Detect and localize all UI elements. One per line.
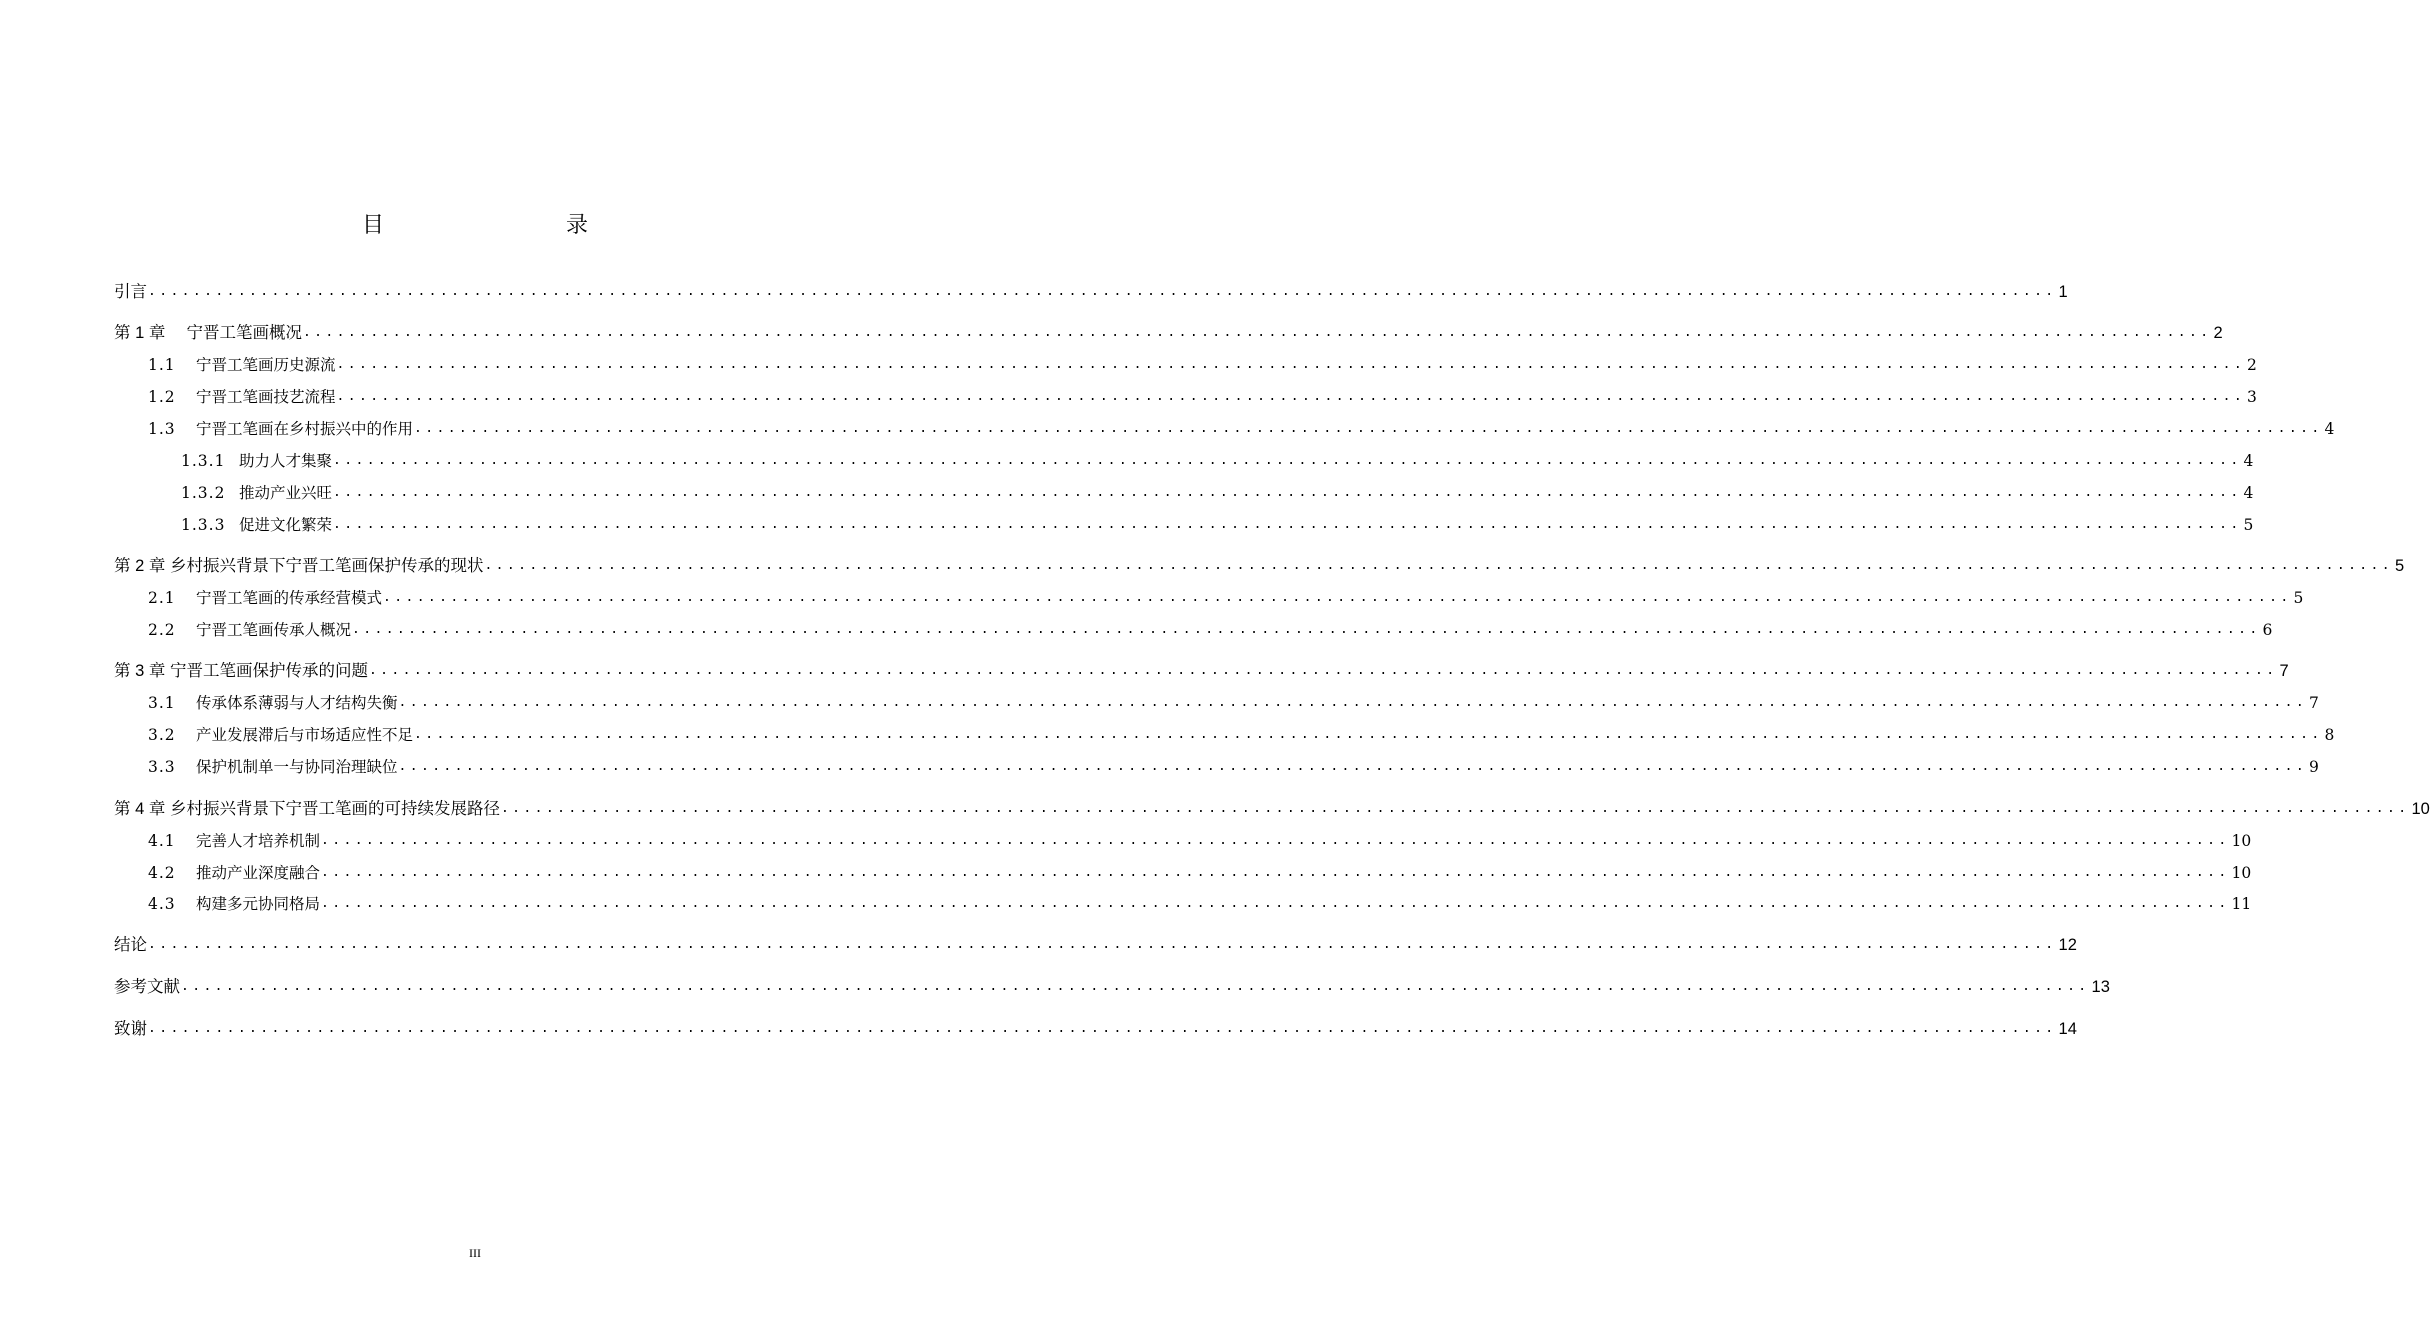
leader-dots: .......................................................................................................................................................................... xyxy=(368,663,2278,678)
leader-dots: .......................................................................................................................................................................... xyxy=(500,801,2410,816)
subsection-title: 推动产业兴旺 xyxy=(239,484,333,502)
section-title: 宁晋工笔画历史源流 xyxy=(196,356,336,374)
leader-dots: .......................................................................................................................................................................... xyxy=(383,590,2292,605)
section-number: 4.3 xyxy=(148,895,176,913)
section-number: 1.2 xyxy=(148,388,176,406)
section-number: 3.3 xyxy=(148,758,176,776)
toc-entry-title: 致谢 xyxy=(114,1020,147,1038)
subsection-title: 助力人才集聚 xyxy=(239,452,333,470)
leader-dots: .......................................................................................................................................................................... xyxy=(398,695,2308,710)
section-title: 产业发展滞后与市场适应性不足 xyxy=(196,726,414,744)
leader-dots: .......................................................................................................................................................................... xyxy=(398,759,2308,774)
toc-entry-references[interactable] xyxy=(0,972,2110,998)
toc-page-number: 4 xyxy=(2324,420,2335,438)
section-number: 1.1 xyxy=(148,356,176,374)
chapter-title: 乡村振兴背景下宁晋工笔画保护传承的现状 xyxy=(169,557,484,575)
toc-page-number: 4 xyxy=(2243,452,2254,470)
leader-dots: .......................................................................................................................................................................... xyxy=(181,979,2090,994)
chapter-title: 宁晋工笔画保护传承的问题 xyxy=(169,662,368,680)
page-number-footer: III xyxy=(469,1246,481,1260)
toc-page-number: 2 xyxy=(2213,324,2223,342)
toc-page-number: 7 xyxy=(2309,694,2319,712)
toc-page-number: 11 xyxy=(2231,895,2252,913)
toc-page-number: 8 xyxy=(2324,726,2335,744)
leader-dots: .......................................................................................................................................................................... xyxy=(148,1021,2057,1036)
toc-page-number: 7 xyxy=(2279,662,2289,680)
section-number: 4.1 xyxy=(148,832,176,850)
leader-dots: .......................................................................................................................................................................... xyxy=(336,389,2246,404)
toc-page-number: 1 xyxy=(2058,283,2068,301)
toc-page-number: 10 xyxy=(2231,832,2252,850)
leader-dots: .......................................................................................................................................................................... xyxy=(321,833,2230,848)
subsection-title: 促进文化繁荣 xyxy=(239,516,333,534)
toc-entry-section-4-3[interactable] xyxy=(0,889,2252,915)
section-title: 构建多元协同格局 xyxy=(196,895,321,913)
toc-entry-section-1-3[interactable] xyxy=(0,414,2335,440)
toc-entry-acknowledgements[interactable] xyxy=(0,1014,2077,1040)
toc-page-number: 6 xyxy=(2262,621,2273,639)
toc-page-number: 5 xyxy=(2243,516,2254,534)
toc-page-number: 12 xyxy=(2058,936,2077,954)
toc-entry-conclusion[interactable] xyxy=(0,930,2077,956)
toc-entry-section-3-1[interactable] xyxy=(0,688,2319,714)
toc-page-number: 14 xyxy=(2058,1020,2077,1038)
toc-entry-subsection-1-3-3[interactable] xyxy=(0,510,2254,536)
leader-dots: .......................................................................................................................................................................... xyxy=(414,727,2323,742)
toc-entry-section-4-2[interactable] xyxy=(0,858,2252,884)
leader-dots: .......................................................................................................................................................................... xyxy=(352,622,2261,637)
leader-dots: .......................................................................................................................................................................... xyxy=(333,485,2242,500)
toc-entry-section-4-1[interactable] xyxy=(0,826,2252,852)
subsection-number: 1.3.1 xyxy=(181,452,226,470)
section-title: 保护机制单一与协同治理缺位 xyxy=(196,758,398,776)
toc-entry-chapter-3[interactable] xyxy=(0,656,2289,682)
leader-dots: .......................................................................................................................................................................... xyxy=(321,865,2230,880)
toc-title: 目 录 xyxy=(361,213,634,238)
toc-page-number: 4 xyxy=(2243,484,2254,502)
toc-page-number: 3 xyxy=(2247,388,2257,406)
toc-entry-title: 参考文献 xyxy=(114,978,180,996)
section-title: 宁晋工笔画在乡村振兴中的作用 xyxy=(196,420,414,438)
section-title: 宁晋工笔画传承人概况 xyxy=(196,621,352,639)
toc-entry-section-1-2[interactable] xyxy=(0,382,2257,408)
toc-page-number: 5 xyxy=(2293,589,2304,607)
section-title: 宁晋工笔画的传承经营模式 xyxy=(196,589,383,607)
toc-entry-title xyxy=(114,322,302,344)
toc-entry-introduction[interactable] xyxy=(0,277,2068,303)
chapter-number: 第 4 章 xyxy=(114,800,166,818)
section-title: 推动产业深度融合 xyxy=(196,864,321,882)
toc-entry-section-2-2[interactable] xyxy=(0,615,2273,641)
section-number: 4.2 xyxy=(148,864,176,882)
toc-entry-title: 结论 xyxy=(114,936,147,954)
toc-entry-chapter-4[interactable] xyxy=(0,794,2430,820)
leader-dots: .......................................................................................................................................................................... xyxy=(302,325,2212,340)
section-number: 1.3 xyxy=(148,420,176,438)
leader-dots: .......................................................................................................................................................................... xyxy=(321,896,2230,911)
section-number: 3.1 xyxy=(148,694,176,712)
toc-entry-subsection-1-3-1[interactable] xyxy=(0,446,2254,472)
leader-dots: .......................................................................................................................................................................... xyxy=(333,517,2242,532)
section-title: 宁晋工笔画技艺流程 xyxy=(196,388,336,406)
subsection-number: 1.3.3 xyxy=(181,516,226,534)
chapter-title: 宁晋工笔画概况 xyxy=(169,324,302,342)
toc-page-number: 9 xyxy=(2309,758,2319,776)
chapter-number: 第 2 章 xyxy=(114,557,166,575)
leader-dots: .......................................................................................................................................................................... xyxy=(148,284,2057,299)
leader-dots: .......................................................................................................................................................................... xyxy=(148,937,2057,952)
subsection-number: 1.3.2 xyxy=(181,484,226,502)
leader-dots: .......................................................................................................................................................................... xyxy=(333,453,2242,468)
section-number: 2.1 xyxy=(148,589,176,607)
toc-entry-section-2-1[interactable] xyxy=(0,583,2304,609)
toc-entry-section-3-2[interactable] xyxy=(0,720,2335,746)
leader-dots: .......................................................................................................................................................................... xyxy=(484,558,2393,573)
toc-entry-section-1-1[interactable] xyxy=(0,350,2257,376)
chapter-number: 第 1 章 xyxy=(114,324,166,342)
toc-entry-title: 引言 xyxy=(114,283,147,301)
section-title: 传承体系薄弱与人才结构失衡 xyxy=(196,694,398,712)
toc-page-number: 10 xyxy=(2411,800,2430,818)
section-number: 3.2 xyxy=(148,726,176,744)
toc-page-number: 13 xyxy=(2091,978,2110,996)
toc-page-number: 10 xyxy=(2231,864,2252,882)
leader-dots: .......................................................................................................................................................................... xyxy=(336,357,2246,372)
toc-entry-subsection-1-3-2[interactable] xyxy=(0,478,2254,504)
chapter-title: 乡村振兴背景下宁晋工笔画的可持续发展路径 xyxy=(169,800,500,818)
leader-dots: .......................................................................................................................................................................... xyxy=(414,421,2323,436)
toc-page-number: 5 xyxy=(2394,557,2405,575)
section-number: 2.2 xyxy=(148,621,176,639)
section-title: 完善人才培养机制 xyxy=(196,832,321,850)
chapter-number: 第 3 章 xyxy=(114,662,166,680)
toc-entry-section-3-3[interactable] xyxy=(0,752,2319,778)
toc-entry-chapter-2[interactable] xyxy=(0,551,2405,577)
toc-page-number: 2 xyxy=(2247,356,2257,374)
toc-entry-chapter-1[interactable] xyxy=(0,318,2223,344)
